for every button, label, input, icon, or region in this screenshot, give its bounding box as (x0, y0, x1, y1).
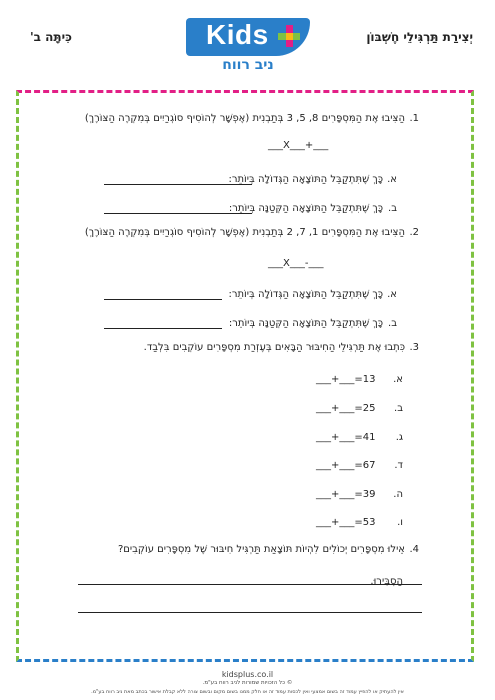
q1-a-text: כָּךְ שֶׁתִּתְקַבֵּל הַתּוֹצָאָה הַגְּדוֹלָה בְּיוֹתֵר: (228, 174, 383, 185)
q3-text: כִּתְבוּ אֶת תַּרְגִּילֵי הַחִיבּוּר הַבָּאִים בְּעֶזְרַת מִסְפָּרִים עוֹקְבִים בִּלְבַד. (143, 342, 405, 353)
q4-text: אֵילוּ מִסְפָּרִים יְכוֹלִים לִהְיוֹת תּוֹצָאַת תַּרְגִּיל חִיבּוּר שֶׁל מִסְפָּרִים עוֹקְבִים? (117, 544, 405, 555)
q3-item-equation[interactable]: ___+___=67 (316, 460, 376, 471)
worksheet-title: יְצִירַת תַּרְגִּילֵי חֶשְׁבּוֹן (366, 30, 473, 44)
q3-item-equation[interactable]: ___+___=53 (316, 517, 376, 528)
q3-item-equation[interactable]: ___+___=25 (316, 403, 376, 414)
q2-b-answer-line[interactable] (104, 328, 222, 329)
q1-number: 1. (409, 113, 419, 124)
q3-item-label: ד. (394, 460, 403, 471)
q4-answer-line[interactable] (78, 612, 422, 613)
q3-item-label: ו. (397, 517, 403, 528)
q1-b-text: כָּךְ שֶׁתִּתְקַבֵּל הַתּוֹצָאָה הַקְּטַנָּה בְּיוֹתֵר: (228, 203, 383, 214)
q1-text: הַצִּיבוּ אֶת הַמִּסְפָּרִים 8, 5, 3 בְּתַבְנִית (אֶפְשָׁר לְהוֹסִיף סוֹגְרַיִים בְּמִקְרֶה הַצּוֹרֶךְ) (84, 113, 405, 124)
q2-number: 2. (409, 227, 419, 238)
q3-item-label: ה. (393, 489, 403, 500)
footer-notice: אין להעתיק או להפיץ עמוד זה בשום אמצעי ואין לכסות עמוד זה או חלק ממנו בשום מקום ובשום צורה ללא קבלת אישור בכתב מאת ניב רווח בע"מ. (91, 689, 404, 695)
q1-b-answer-line[interactable] (104, 213, 252, 214)
q4-number: 4. (409, 544, 419, 555)
q3-item-label: ג. (395, 432, 403, 443)
grade-label: כִּיתָּה ב' (30, 30, 72, 44)
q1-a-label: א. (387, 174, 397, 185)
q2-a-answer-line[interactable] (104, 299, 222, 300)
q4-answer-line[interactable] (78, 584, 422, 585)
q1-b-label: ב. (388, 203, 397, 214)
q3-item-label: א. (393, 374, 403, 385)
q2-b-label: ב. (388, 318, 397, 329)
q3-item-equation[interactable]: ___+___=13 (316, 374, 376, 385)
footer-copyright: © כל הזכויות שמורות לניב רווח בע"מ. (202, 680, 293, 686)
q2-b-text: כָּךְ שֶׁתִּתְקַבֵּל הַתּוֹצָאָה הַקְּטַנָּה בְּיוֹתֵר: (228, 318, 383, 329)
q1-a-answer-line[interactable] (104, 184, 252, 185)
q1-template: ___X___+___ (268, 140, 329, 151)
q3-item-label: ב. (394, 403, 403, 414)
logo-text: Kids (206, 19, 269, 50)
q3-item-equation[interactable]: ___+___=41 (316, 432, 376, 443)
q2-text: הַצִּיבוּ אֶת הַמִּסְפָּרִים 1, 7, 2 בְּתַבְנִית (אֶפְשָׁר לְהוֹסִיף סוֹגְרַיִים בְּמִקְרֶה הַצּוֹרֶךְ) (84, 227, 405, 238)
plus-icon (278, 25, 300, 47)
q2-template: ___X___-___ (268, 258, 324, 269)
footer-url: kidsplus.co.il (221, 670, 274, 679)
q2-a-label: א. (387, 289, 397, 300)
q3-number: 3. (409, 342, 419, 353)
q2-a-text: כָּךְ שֶׁתִּתְקַבֵּל הַתּוֹצָאָה הַגְּדוֹלָה בְּיוֹתֵר: (228, 289, 383, 300)
logo-subtitle: ניב רווח (222, 57, 274, 73)
kids-plus-logo (186, 18, 310, 56)
q3-item-equation[interactable]: ___+___=39 (316, 489, 376, 500)
q4-explain-label: הַסְבִּירוּ. (370, 576, 403, 587)
